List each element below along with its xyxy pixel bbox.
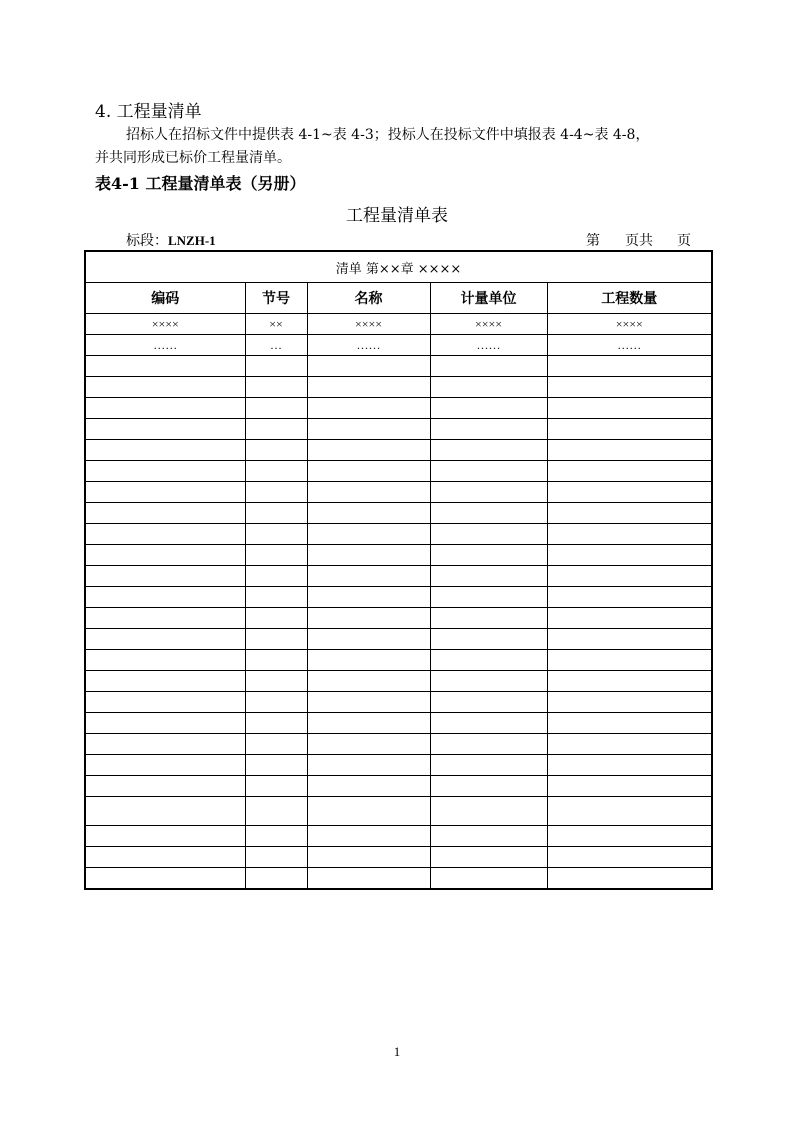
empty-table-cell (307, 868, 430, 890)
empty-table-cell (430, 629, 547, 650)
empty-table-cell (85, 566, 245, 587)
empty-table-cell (430, 566, 547, 587)
empty-table-cell (430, 419, 547, 440)
empty-table-cell (307, 398, 430, 419)
empty-table-cell (85, 868, 245, 890)
header-unit: 计量单位 (430, 283, 547, 314)
empty-table-cell (245, 734, 307, 755)
empty-table-cell (245, 377, 307, 398)
empty-table-cell (307, 608, 430, 629)
empty-table-cell (245, 482, 307, 503)
empty-table-cell (245, 755, 307, 776)
empty-table-cell (547, 566, 712, 587)
table-cell: ×× (245, 314, 307, 335)
empty-table-row (85, 776, 712, 797)
bid-section-label: 标段： (126, 233, 168, 249)
empty-table-cell (307, 545, 430, 566)
empty-table-cell (307, 356, 430, 377)
empty-table-cell (430, 650, 547, 671)
page-count-line (586, 230, 691, 250)
empty-table-cell (245, 440, 307, 461)
empty-table-cell (307, 503, 430, 524)
empty-table-row (85, 734, 712, 755)
empty-table-row (85, 692, 712, 713)
empty-table-cell (85, 377, 245, 398)
page-number: 1 (393, 1044, 401, 1059)
empty-table-cell (547, 797, 712, 826)
empty-table-row (85, 482, 712, 503)
empty-table-cell (547, 826, 712, 847)
empty-table-cell (245, 524, 307, 545)
table-title-row (85, 251, 712, 283)
empty-table-cell (85, 608, 245, 629)
empty-table-cell (430, 776, 547, 797)
empty-table-cell (85, 419, 245, 440)
page-mid: 页共 (625, 233, 653, 249)
intro-paragraph-line-1: 招标人在招标文件中提供表 4-1~表 4-3；投标人在投标文件中填报表 4-4~表 4-8， (126, 127, 650, 143)
empty-table-row (85, 671, 712, 692)
empty-table-cell (245, 868, 307, 890)
empty-table-cell (307, 419, 430, 440)
empty-table-cell (547, 713, 712, 734)
empty-table-cell (547, 608, 712, 629)
empty-table-cell (85, 503, 245, 524)
empty-table-cell (430, 671, 547, 692)
empty-table-cell (430, 826, 547, 847)
form-title: 工程量清单表 (346, 206, 448, 226)
empty-table-cell (430, 356, 547, 377)
empty-table-cell (547, 755, 712, 776)
empty-table-row (85, 545, 712, 566)
empty-table-cell (245, 776, 307, 797)
empty-table-cell (85, 524, 245, 545)
empty-table-row (85, 797, 712, 826)
empty-table-cell (85, 398, 245, 419)
empty-table-cell (547, 545, 712, 566)
empty-table-cell (547, 482, 712, 503)
empty-table-cell (245, 503, 307, 524)
empty-table-cell (547, 461, 712, 482)
empty-table-cell (85, 356, 245, 377)
empty-table-cell (547, 671, 712, 692)
empty-table-cell (430, 440, 547, 461)
table-cell: … (245, 335, 307, 356)
empty-table-cell (245, 608, 307, 629)
empty-table-cell (85, 797, 245, 826)
empty-table-cell (307, 692, 430, 713)
empty-table-cell (307, 671, 430, 692)
empty-table-cell (430, 797, 547, 826)
empty-table-cell (307, 377, 430, 398)
empty-table-cell (245, 650, 307, 671)
empty-table-cell (547, 419, 712, 440)
empty-table-cell (85, 847, 245, 868)
empty-table-cell (85, 545, 245, 566)
empty-table-row (85, 524, 712, 545)
table-cell: ×××× (547, 314, 712, 335)
empty-table-row (85, 755, 712, 776)
empty-table-cell (85, 713, 245, 734)
empty-table-row (85, 398, 712, 419)
empty-table-cell (85, 734, 245, 755)
empty-table-cell (245, 419, 307, 440)
empty-table-cell (430, 587, 547, 608)
table-header-row (85, 283, 712, 314)
header-code: 编码 (85, 283, 245, 314)
empty-table-cell (547, 847, 712, 868)
empty-table-cell (547, 503, 712, 524)
empty-table-cell (307, 440, 430, 461)
page-prefix: 第 (586, 233, 600, 249)
empty-table-cell (307, 797, 430, 826)
empty-table-row (85, 461, 712, 482)
empty-table-cell (85, 461, 245, 482)
empty-table-cell (85, 440, 245, 461)
empty-table-cell (430, 734, 547, 755)
table-cell: ×××× (430, 314, 547, 335)
empty-table-cell (547, 776, 712, 797)
empty-table-cell (430, 692, 547, 713)
empty-table-row (85, 377, 712, 398)
empty-table-cell (245, 692, 307, 713)
empty-table-cell (307, 826, 430, 847)
empty-table-row (85, 868, 712, 890)
empty-table-row (85, 503, 712, 524)
empty-table-cell (245, 356, 307, 377)
empty-table-row (85, 629, 712, 650)
empty-table-cell (307, 734, 430, 755)
empty-table-cell (430, 847, 547, 868)
empty-table-cell (307, 461, 430, 482)
empty-table-cell (547, 440, 712, 461)
page-suffix: 页 (677, 233, 691, 249)
table-cell: …… (307, 335, 430, 356)
empty-table-row (85, 587, 712, 608)
empty-table-cell (85, 826, 245, 847)
empty-table-cell (430, 377, 547, 398)
empty-table-cell (547, 692, 712, 713)
empty-table-row (85, 847, 712, 868)
table-cell: ×××× (85, 314, 245, 335)
empty-table-row (85, 419, 712, 440)
empty-table-cell (430, 545, 547, 566)
empty-table-row (85, 713, 712, 734)
table-cell: …… (430, 335, 547, 356)
empty-table-cell (85, 650, 245, 671)
empty-table-row (85, 650, 712, 671)
empty-table-cell (245, 587, 307, 608)
table-cell: ×××× (307, 314, 430, 335)
intro-paragraph-line-2: 并共同形成已标价工程量清单。 (95, 150, 291, 166)
section-heading: 4. 工程量清单 (95, 102, 202, 122)
empty-table-cell (547, 650, 712, 671)
empty-table-cell (245, 713, 307, 734)
empty-table-cell (547, 868, 712, 890)
table-row (85, 314, 712, 335)
empty-table-cell (307, 847, 430, 868)
table-caption: 表4-1 工程量清单表（另册） (95, 174, 306, 193)
empty-table-cell (85, 587, 245, 608)
quantity-table (84, 250, 713, 890)
empty-table-row (85, 440, 712, 461)
empty-table-cell (245, 545, 307, 566)
header-name: 名称 (307, 283, 430, 314)
empty-table-cell (85, 692, 245, 713)
empty-table-cell (85, 755, 245, 776)
empty-table-cell (547, 734, 712, 755)
empty-table-cell (430, 755, 547, 776)
empty-table-cell (245, 671, 307, 692)
empty-table-cell (307, 629, 430, 650)
empty-table-cell (85, 482, 245, 503)
header-section-no: 节号 (245, 283, 307, 314)
empty-table-cell (245, 826, 307, 847)
empty-table-cell (245, 797, 307, 826)
empty-table-row (85, 566, 712, 587)
table-title-cell: 清单 第××章 ×××× (85, 251, 712, 283)
empty-table-row (85, 356, 712, 377)
empty-table-cell (547, 377, 712, 398)
empty-table-cell (85, 776, 245, 797)
empty-table-cell (245, 847, 307, 868)
empty-table-cell (547, 356, 712, 377)
empty-table-cell (430, 503, 547, 524)
empty-table-cell (307, 650, 430, 671)
empty-table-cell (430, 713, 547, 734)
empty-table-cell (245, 398, 307, 419)
table-cell: …… (547, 335, 712, 356)
empty-table-cell (430, 482, 547, 503)
table-cell: …… (85, 335, 245, 356)
empty-table-cell (85, 671, 245, 692)
bid-section-value: LNZH-1 (168, 233, 216, 248)
empty-table-cell (430, 398, 547, 419)
empty-table-cell (547, 629, 712, 650)
empty-table-cell (547, 587, 712, 608)
empty-table-cell (430, 524, 547, 545)
empty-table-cell (430, 608, 547, 629)
empty-table-row (85, 826, 712, 847)
table-row (85, 335, 712, 356)
empty-table-cell (307, 776, 430, 797)
empty-table-cell (307, 566, 430, 587)
header-quantity: 工程数量 (547, 283, 712, 314)
bid-section-line (126, 230, 216, 250)
empty-table-row (85, 608, 712, 629)
empty-table-cell (547, 524, 712, 545)
empty-table-cell (307, 524, 430, 545)
empty-table-cell (430, 868, 547, 890)
empty-table-cell (245, 461, 307, 482)
empty-table-cell (85, 629, 245, 650)
empty-table-cell (307, 482, 430, 503)
empty-table-cell (430, 461, 547, 482)
empty-table-cell (307, 755, 430, 776)
empty-table-cell (245, 566, 307, 587)
empty-table-cell (245, 629, 307, 650)
empty-table-cell (307, 587, 430, 608)
empty-table-cell (307, 713, 430, 734)
empty-table-cell (547, 398, 712, 419)
